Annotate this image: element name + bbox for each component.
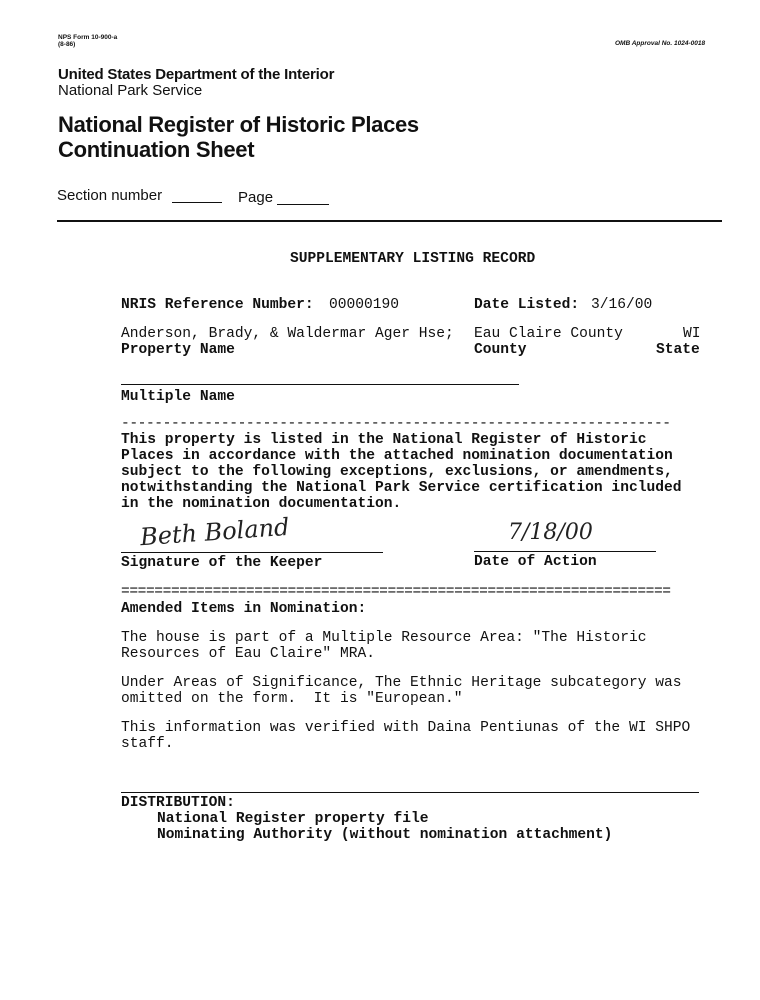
- form-number: NPS Form 10-900-a: [58, 34, 118, 41]
- property-name-label: Property Name: [121, 342, 235, 358]
- statement-line-2: Places in accordance with the attached nomination documentation: [121, 448, 673, 464]
- action-date-handwritten: 7/18/00: [508, 520, 593, 545]
- amended-heading: Amended Items in Nomination:: [121, 601, 367, 617]
- signature-line: [121, 552, 383, 553]
- page-label: Page: [238, 189, 274, 206]
- page-number-blank: [277, 204, 329, 205]
- section-number-label: Section number: [57, 187, 163, 204]
- form-subtitle: Continuation Sheet: [58, 137, 255, 162]
- action-date-label: Date of Action: [474, 554, 597, 570]
- agency-name: National Park Service: [58, 82, 203, 99]
- statement-line-3: subject to the following exceptions, exclusions, or amendments,: [121, 464, 673, 480]
- statement-line-4: notwithstanding the National Park Service certification included: [121, 480, 682, 496]
- nris-value: 00000190: [329, 297, 400, 313]
- form-date: (8-86): [58, 41, 76, 48]
- statement-line-1: This property is listed in the National Register of Historic: [121, 432, 647, 448]
- nris-label: NRIS Reference Number:: [121, 297, 314, 313]
- amended-paragraph-1-line-2: Resources of Eau Claire" MRA.: [121, 646, 375, 662]
- multiple-name-label: Multiple Name: [121, 389, 235, 405]
- amended-paragraph-2-line-1: Under Areas of Significance, The Ethnic Heritage subcategory was: [121, 675, 682, 691]
- signature-label: Signature of the Keeper: [121, 555, 323, 571]
- distribution-item: Nominating Authority (without nomination attachment): [157, 827, 613, 843]
- amended-paragraph-3-line-2: staff.: [121, 736, 174, 752]
- department-name: United States Department of the Interior: [58, 66, 335, 83]
- action-date-line: [474, 551, 656, 552]
- amended-paragraph-2-line-2: omitted on the form. It is "European.": [121, 691, 463, 707]
- form-title: National Register of Historic Places: [58, 112, 419, 137]
- dash-divider: ------------------------------------------------------------------: [121, 416, 671, 432]
- county-value: Eau Claire County: [474, 326, 623, 342]
- state-label: State: [656, 342, 700, 358]
- date-listed-label: Date Listed:: [474, 297, 580, 313]
- statement-line-5: in the nomination documentation.: [121, 496, 402, 512]
- property-name-value: Anderson, Brady, & Waldermar Ager Hse;: [121, 326, 454, 342]
- record-heading: SUPPLEMENTARY LISTING RECORD: [290, 251, 536, 267]
- distribution-divider: [121, 792, 699, 793]
- multiple-name-blank: [121, 384, 519, 385]
- header-divider: [57, 220, 722, 222]
- county-label: County: [474, 342, 527, 358]
- date-listed-value: 3/16/00: [591, 297, 653, 313]
- distribution-heading: DISTRIBUTION:: [121, 795, 235, 811]
- distribution-item: National Register property file: [157, 811, 429, 827]
- amended-paragraph-3-line-1: This information was verified with Daina Pentiunas of the WI SHPO: [121, 720, 691, 736]
- section-number-blank: [172, 202, 222, 203]
- state-value: WI: [683, 326, 701, 342]
- omb-approval: OMB Approval No. 1024-0018: [615, 40, 706, 47]
- amended-paragraph-1-line-1: The house is part of a Multiple Resource Area: "The Historic: [121, 630, 647, 646]
- keeper-signature: Beth Boland: [139, 512, 291, 552]
- equals-divider: ==================================================================: [121, 584, 671, 600]
